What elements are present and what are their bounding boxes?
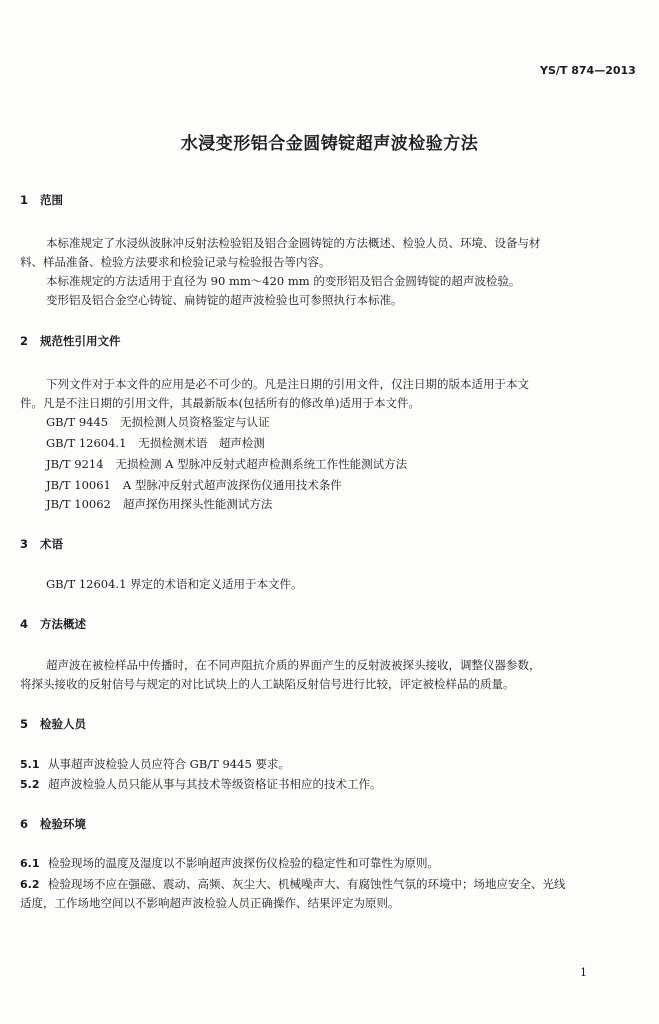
reference-item [46,456,407,472]
references-paragraph-line-2: 件。凡是不注日期的引用文件，其最新版本(包括所有的修改单)适用于本文件。 [20,396,420,410]
clause-6-2 [20,876,566,892]
clause-text: 检验现场不应在强磁、震动、高频、灰尘大、机械噪声大、有腐蚀性气氛的环境中；场地应安全、光线 [48,877,566,891]
section-heading-inspection-personnel [20,716,86,732]
scope-paragraph-1-line-1: 本标准规定了水浸纵波脉冲反射法检验铝及铝合金圆铸锭的方法概述、检验人员、环境、设备与材 [46,236,541,250]
reference-title: 超声探伤用探头性能测试方法 [122,497,273,511]
section-title: 检验人员 [40,717,86,731]
clause-5-2 [20,776,382,792]
section-title: 检验环境 [40,817,86,831]
references-paragraph-line-1: 下列文件对于本文件的应用是必不可少的。凡是注日期的引用文件，仅注日期的版本适用于本文 [46,377,529,391]
section-number: 4 [20,617,29,631]
clause-text: 超声波检验人员只能从事与其技术等级资格证书相应的技术工作。 [48,777,382,791]
reference-item [46,477,342,493]
section-title: 范围 [40,193,63,207]
section-heading-normative-references [20,333,121,349]
reference-code: JB/T 9214 [46,457,104,471]
page-title: 水浸变形铝合金圆铸锭超声波检验方法 [180,134,479,154]
clause-number: 6.1 [20,857,40,870]
section-heading-method-overview [20,616,86,632]
clause-5-1 [20,756,290,772]
clause-number: 6.2 [20,878,40,891]
section-number: 2 [20,334,29,348]
scope-paragraph-3: 变形铝及铝合金空心铸锭、扁铸锭的超声波检验也可参照执行本标准。 [46,293,403,307]
method-overview-line-1: 超声波在被检样品中传播时，在不同声阻抗介质的界面产生的反射波被探头接收，调整仪器参数， [46,658,541,672]
clause-6-1 [20,855,439,871]
section-heading-inspection-environment [20,816,86,832]
section-heading-scope [20,192,63,208]
reference-code: GB/T 9445 [46,415,109,429]
reference-item [46,435,265,451]
reference-title: A 型脉冲反射式超声波探伤仪通用技术条件 [122,478,342,492]
standard-number: YS/T 874—2013 [540,64,636,77]
clause-number: 5.1 [20,758,40,771]
clause-6-2-line-2: 适度，工作场地空间以不影响超声波检验人员正确操作、结果评定为原则。 [20,896,400,910]
clause-text: 检验现场的温度及湿度以不影响超声波探伤仪检验的稳定性和可靠性为原则。 [48,856,439,870]
section-title: 规范性引用文件 [40,334,121,348]
scope-paragraph-2: 本标准规定的方法适用于直径为 90 mm～420 mm 的变形铝及铝合金圆铸锭的超声波检验。 [46,274,521,288]
section-number: 1 [20,193,29,207]
clause-number: 5.2 [20,778,40,791]
scope-paragraph-1-line-2: 料、样品准备、检验方法要求和检验记录与检验报告等内容。 [20,255,331,269]
reference-title: 无损检测人员资格鉴定与认证 [120,415,270,429]
reference-title: 无损检测 A 型脉冲反射式超声检测系统工作性能测试方法 [115,457,408,471]
reference-item [46,496,272,512]
page-number: 1 [580,966,587,979]
reference-code: JB/T 10062 [46,497,111,511]
section-number: 5 [20,717,29,731]
section-number: 3 [20,537,29,551]
reference-item [46,414,270,430]
method-overview-line-2: 将探头接收的反射信号与规定的对比试块上的人工缺陷反射信号进行比较，评定被检样品的质量。 [20,677,515,691]
clause-text: 从事超声波检验人员应符合 GB/T 9445 要求。 [48,757,290,771]
section-number: 6 [20,817,29,831]
reference-code: GB/T 12604.1 [46,436,127,450]
section-title: 术语 [40,537,63,551]
section-title: 方法概述 [40,617,86,631]
reference-title: 无损检测术语 超声检测 [138,436,265,450]
terms-paragraph: GB/T 12604.1 界定的术语和定义适用于本文件。 [46,577,303,591]
section-heading-terms [20,536,63,552]
reference-code: JB/T 10061 [46,478,111,492]
